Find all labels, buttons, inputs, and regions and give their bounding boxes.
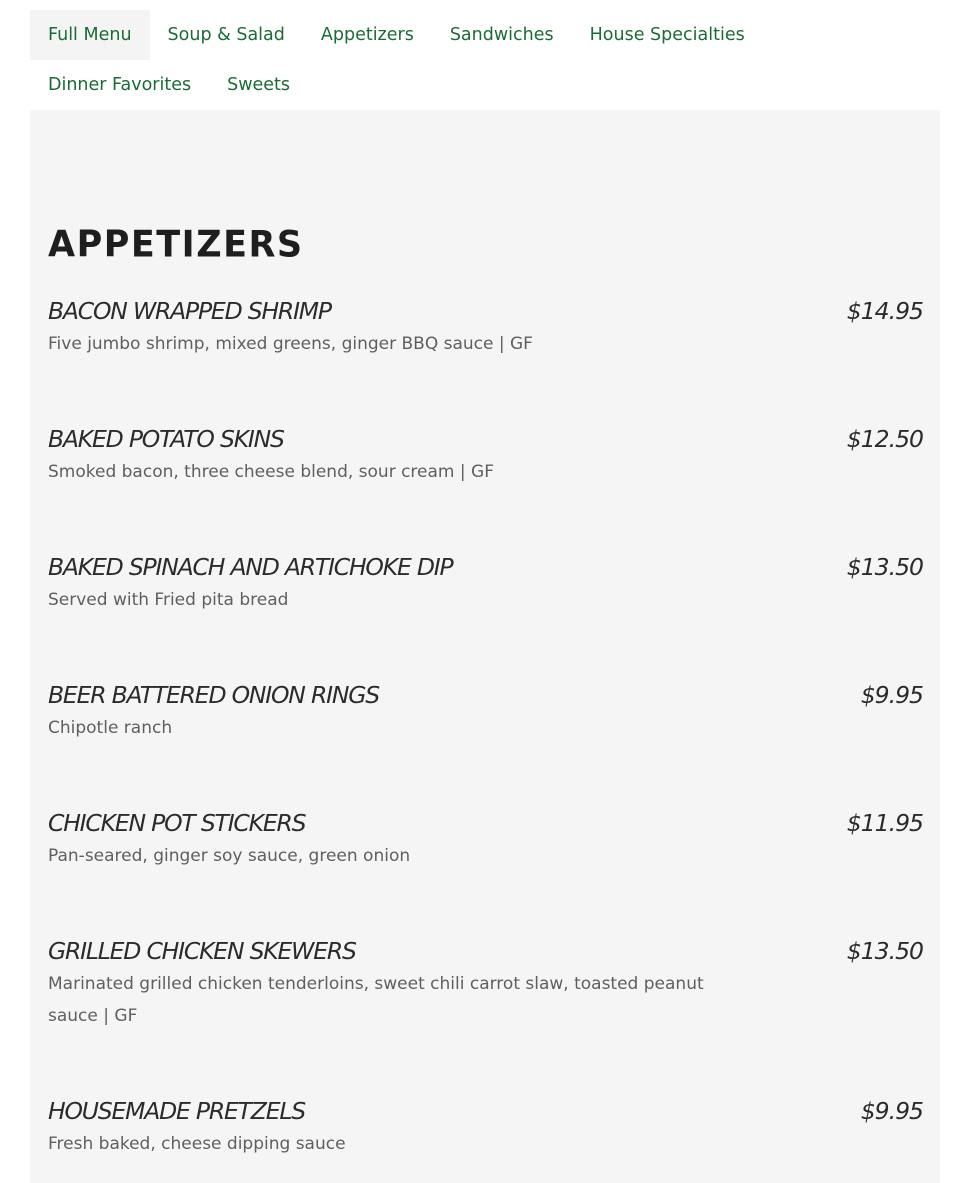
tab-appetizers[interactable]: Appetizers bbox=[320, 25, 414, 45]
tab-dinner-favorites[interactable]: Dinner Favorites bbox=[48, 75, 192, 95]
item-name: BEER BATTERED ONION RINGS bbox=[48, 681, 379, 709]
menu-item bbox=[48, 806, 923, 934]
item-name: HOUSEMADE PRETZELS bbox=[48, 1097, 305, 1125]
menu-panel bbox=[30, 110, 940, 1183]
item-price: $14.95 bbox=[846, 297, 923, 325]
menu-item bbox=[48, 550, 923, 678]
item-description: Fresh baked, cheese dipping sauce bbox=[48, 1134, 346, 1154]
item-description: Served with Fried pita bread bbox=[48, 590, 289, 610]
item-name: GRILLED CHICKEN SKEWERS bbox=[48, 937, 356, 965]
item-price: $12.50 bbox=[846, 425, 923, 453]
menu-item bbox=[48, 678, 923, 806]
menu-item-list bbox=[48, 294, 923, 1183]
item-price: $13.50 bbox=[846, 937, 923, 965]
item-description: Marinated grilled chicken tenderloins, sweet chili carrot slaw, toasted peanut sauce | GF bbox=[48, 974, 704, 1026]
item-description: Smoked bacon, three cheese blend, sour cream | GF bbox=[48, 462, 494, 482]
item-price: $11.95 bbox=[846, 809, 923, 837]
item-name: CHICKEN POT STICKERS bbox=[48, 809, 306, 837]
item-price: $13.50 bbox=[846, 553, 923, 581]
menu-item bbox=[48, 294, 923, 422]
section-title: APPETIZERS bbox=[48, 224, 304, 266]
item-price: $9.95 bbox=[860, 681, 923, 709]
item-name: BAKED POTATO SKINS bbox=[48, 425, 284, 453]
item-description: Five jumbo shrimp, mixed greens, ginger BBQ sauce | GF bbox=[48, 334, 533, 354]
item-description: Chipotle ranch bbox=[48, 718, 173, 738]
menu-item bbox=[48, 422, 923, 550]
item-price: $9.95 bbox=[860, 1097, 923, 1125]
tab-soup-salad[interactable]: Soup & Salad bbox=[167, 25, 285, 45]
menu-tabs bbox=[30, 10, 940, 110]
tab-sandwiches[interactable]: Sandwiches bbox=[449, 25, 554, 45]
item-name: BACON WRAPPED SHRIMP bbox=[48, 297, 331, 325]
tab-house-specialties[interactable]: House Specialties bbox=[589, 25, 745, 45]
item-name: BAKED SPINACH AND ARTICHOKE DIP bbox=[48, 553, 453, 581]
tab-sweets[interactable]: Sweets bbox=[227, 75, 291, 95]
menu-item bbox=[48, 1094, 923, 1183]
item-description: Pan-seared, ginger soy sauce, green onion bbox=[48, 846, 411, 866]
menu-item bbox=[48, 934, 923, 1094]
tab-full-menu[interactable]: Full Menu bbox=[30, 10, 150, 60]
